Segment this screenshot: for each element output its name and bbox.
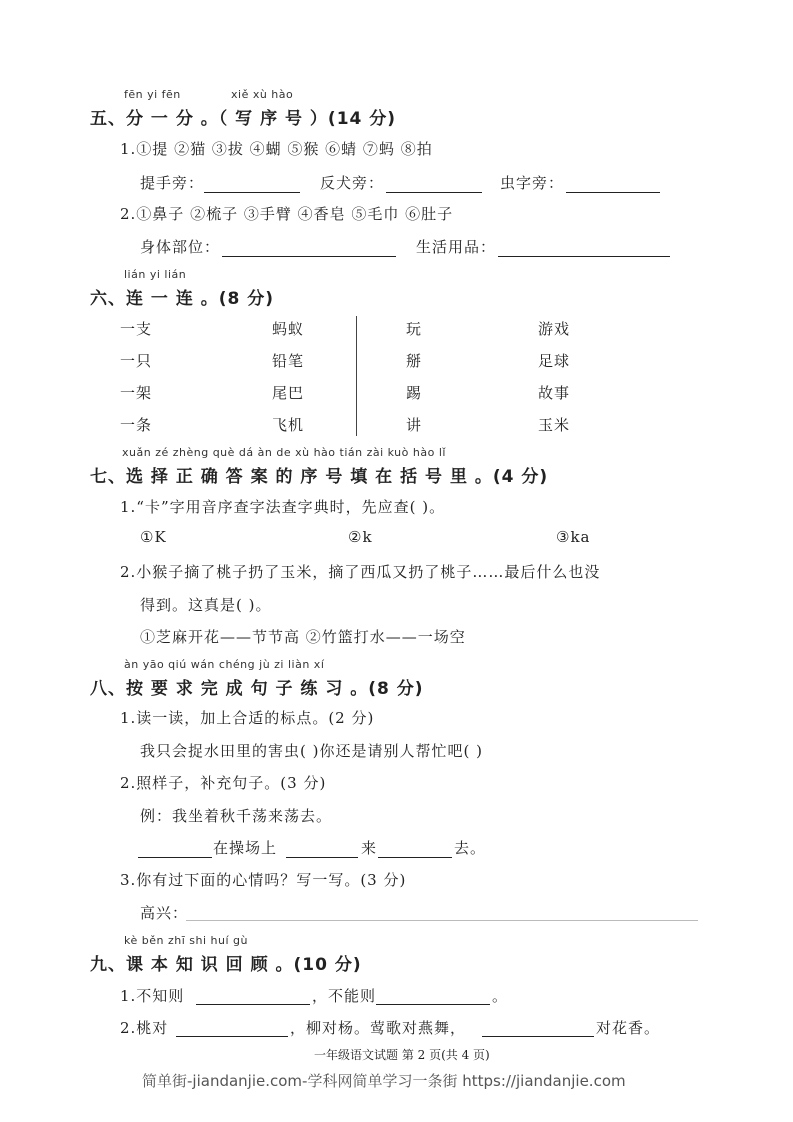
watermark: 简单街-jiandanjie.com-学科网简单学习一条街 https://jiandanjie.com [142, 1072, 626, 1090]
s5-q2-label-1: 身体部位： [140, 238, 221, 256]
s9-q2-blank-2[interactable] [482, 1036, 594, 1037]
s9-q1-b: ，不能则 [312, 987, 377, 1005]
s9-q1-a: 1.不知则 [120, 987, 185, 1005]
s6-right-a-2[interactable]: 掰 [406, 352, 423, 370]
s5-q1-blank-2[interactable] [386, 192, 482, 193]
s8-q3-blank[interactable] [186, 920, 698, 921]
s7-q1: 1.“卡”字用音序查字法查字典时，先应查( )。 [120, 498, 446, 516]
s6-left-a-1[interactable]: 一支 [120, 320, 153, 338]
s6-right-b-3[interactable]: 故事 [538, 384, 571, 402]
s8-title: 八、按 要 求 完 成 句 子 练 习 。(8 分) [90, 679, 424, 699]
s6-left-b-4[interactable]: 飞机 [272, 416, 305, 434]
page-footer: 一年级语文试题 第 2 页(共 4 页) [314, 1048, 490, 1062]
s7-pinyin: xuǎn zé zhèng què dá àn de xù hào tián zài kuò hào lǐ [122, 446, 446, 459]
s7-q2-options[interactable]: ①芝麻开花——节节高 ②竹篮打水——一场空 [140, 628, 466, 646]
s7-q2-line-1: 2.小猴子摘了桃子扔了玉米，摘了西瓜又扔了桃子……最后什么也没 [120, 563, 601, 581]
s8-q2-example: 例：我坐着秋千荡来荡去。 [140, 807, 333, 825]
s6-right-a-3[interactable]: 踢 [406, 384, 423, 402]
s5-q1-blank-1[interactable] [204, 192, 300, 193]
s9-pinyin: kè běn zhī shi huí gù [124, 934, 248, 947]
s5-pinyin-b: xiě xù hào [231, 88, 294, 101]
s7-q1-option-3[interactable]: ③ka [556, 528, 591, 546]
s6-right-b-1[interactable]: 游戏 [538, 320, 571, 338]
s5-q1-label-2: 反犬旁： [320, 174, 385, 192]
s5-q2-label-2: 生活用品： [416, 238, 497, 256]
s9-q2-c: 对花香。 [596, 1019, 661, 1037]
s6-left-a-4[interactable]: 一条 [120, 416, 153, 434]
s6-left-a-2[interactable]: 一只 [120, 352, 153, 370]
s8-q2: 2.照样子，补充句子。(3 分) [120, 774, 327, 792]
s7-title: 七、选 择 正 确 答 案 的 序 号 填 在 括 号 里 。(4 分) [90, 467, 549, 487]
s6-left-b-3[interactable]: 尾巴 [272, 384, 305, 402]
s6-left-a-3[interactable]: 一架 [120, 384, 153, 402]
s9-q2-b: ，柳对杨。莺歌对燕舞， [290, 1019, 467, 1037]
s9-q2-blank-1[interactable] [176, 1036, 288, 1037]
s9-q1-blank-1[interactable] [196, 1004, 310, 1005]
s6-right-b-2[interactable]: 足球 [538, 352, 571, 370]
s7-q1-option-2[interactable]: ②k [348, 528, 373, 546]
s5-q2: 2.①鼻子 ②梳子 ③手臂 ④香皂 ⑤毛巾 ⑥肚子 [120, 205, 454, 223]
s8-q2-fill-c: 去。 [454, 839, 487, 857]
s5-q2-blank-1[interactable] [222, 256, 396, 257]
s8-q2-blank-3[interactable] [378, 857, 452, 858]
s6-pinyin: lián yi lián [124, 268, 187, 281]
s8-pinyin: àn yāo qiú wán chéng jù zi liàn xí [124, 658, 325, 671]
s8-q1: 1.读一读，加上合适的标点。(2 分) [120, 709, 375, 727]
s6-divider [356, 316, 357, 436]
s6-right-a-4[interactable]: 讲 [406, 416, 423, 434]
s5-q2-blank-2[interactable] [498, 256, 670, 257]
s7-q1-option-1[interactable]: ①K [140, 528, 167, 546]
s9-q2-a: 2.桃对 [120, 1019, 169, 1037]
s6-left-b-1[interactable]: 蚂蚁 [272, 320, 305, 338]
s8-q3-label: 高兴： [140, 904, 189, 922]
s6-title: 六、连 一 连 。(8 分) [90, 289, 275, 309]
s8-q2-blank-2[interactable] [286, 857, 358, 858]
s6-left-b-2[interactable]: 铅笔 [272, 352, 305, 370]
s8-q2-fill-b: 来 [361, 839, 378, 857]
s5-q1-label-1: 提手旁： [140, 174, 205, 192]
s6-right-b-4[interactable]: 玉米 [538, 416, 571, 434]
s5-title: 五、分 一 分 。（ 写 序 号 ）(14 分) [90, 109, 397, 129]
s9-title: 九、课 本 知 识 回 顾 。(10 分) [90, 955, 362, 975]
s8-q1-text: 我只会捉水田里的害虫( )你还是请别人帮忙吧( ) [140, 742, 483, 760]
s6-right-a-1[interactable]: 玩 [406, 320, 423, 338]
s5-q1: 1.①提 ②猫 ③拔 ④蝴 ⑤猴 ⑥蜻 ⑦蚂 ⑧拍 [120, 140, 433, 158]
s9-q1-c: 。 [492, 987, 509, 1005]
s5-q1-label-3: 虫字旁： [500, 174, 565, 192]
s5-q1-blank-3[interactable] [566, 192, 660, 193]
s8-q3: 3.你有过下面的心情吗？写一写。(3 分) [120, 871, 407, 889]
s9-q1-blank-2[interactable] [376, 1004, 490, 1005]
s8-q2-fill-a: 在操场上 [213, 839, 278, 857]
s5-pinyin-a: fēn yi fēn [124, 88, 181, 101]
s7-q2-line-2: 得到。这真是( )。 [140, 596, 272, 614]
s8-q2-blank-1[interactable] [138, 857, 212, 858]
